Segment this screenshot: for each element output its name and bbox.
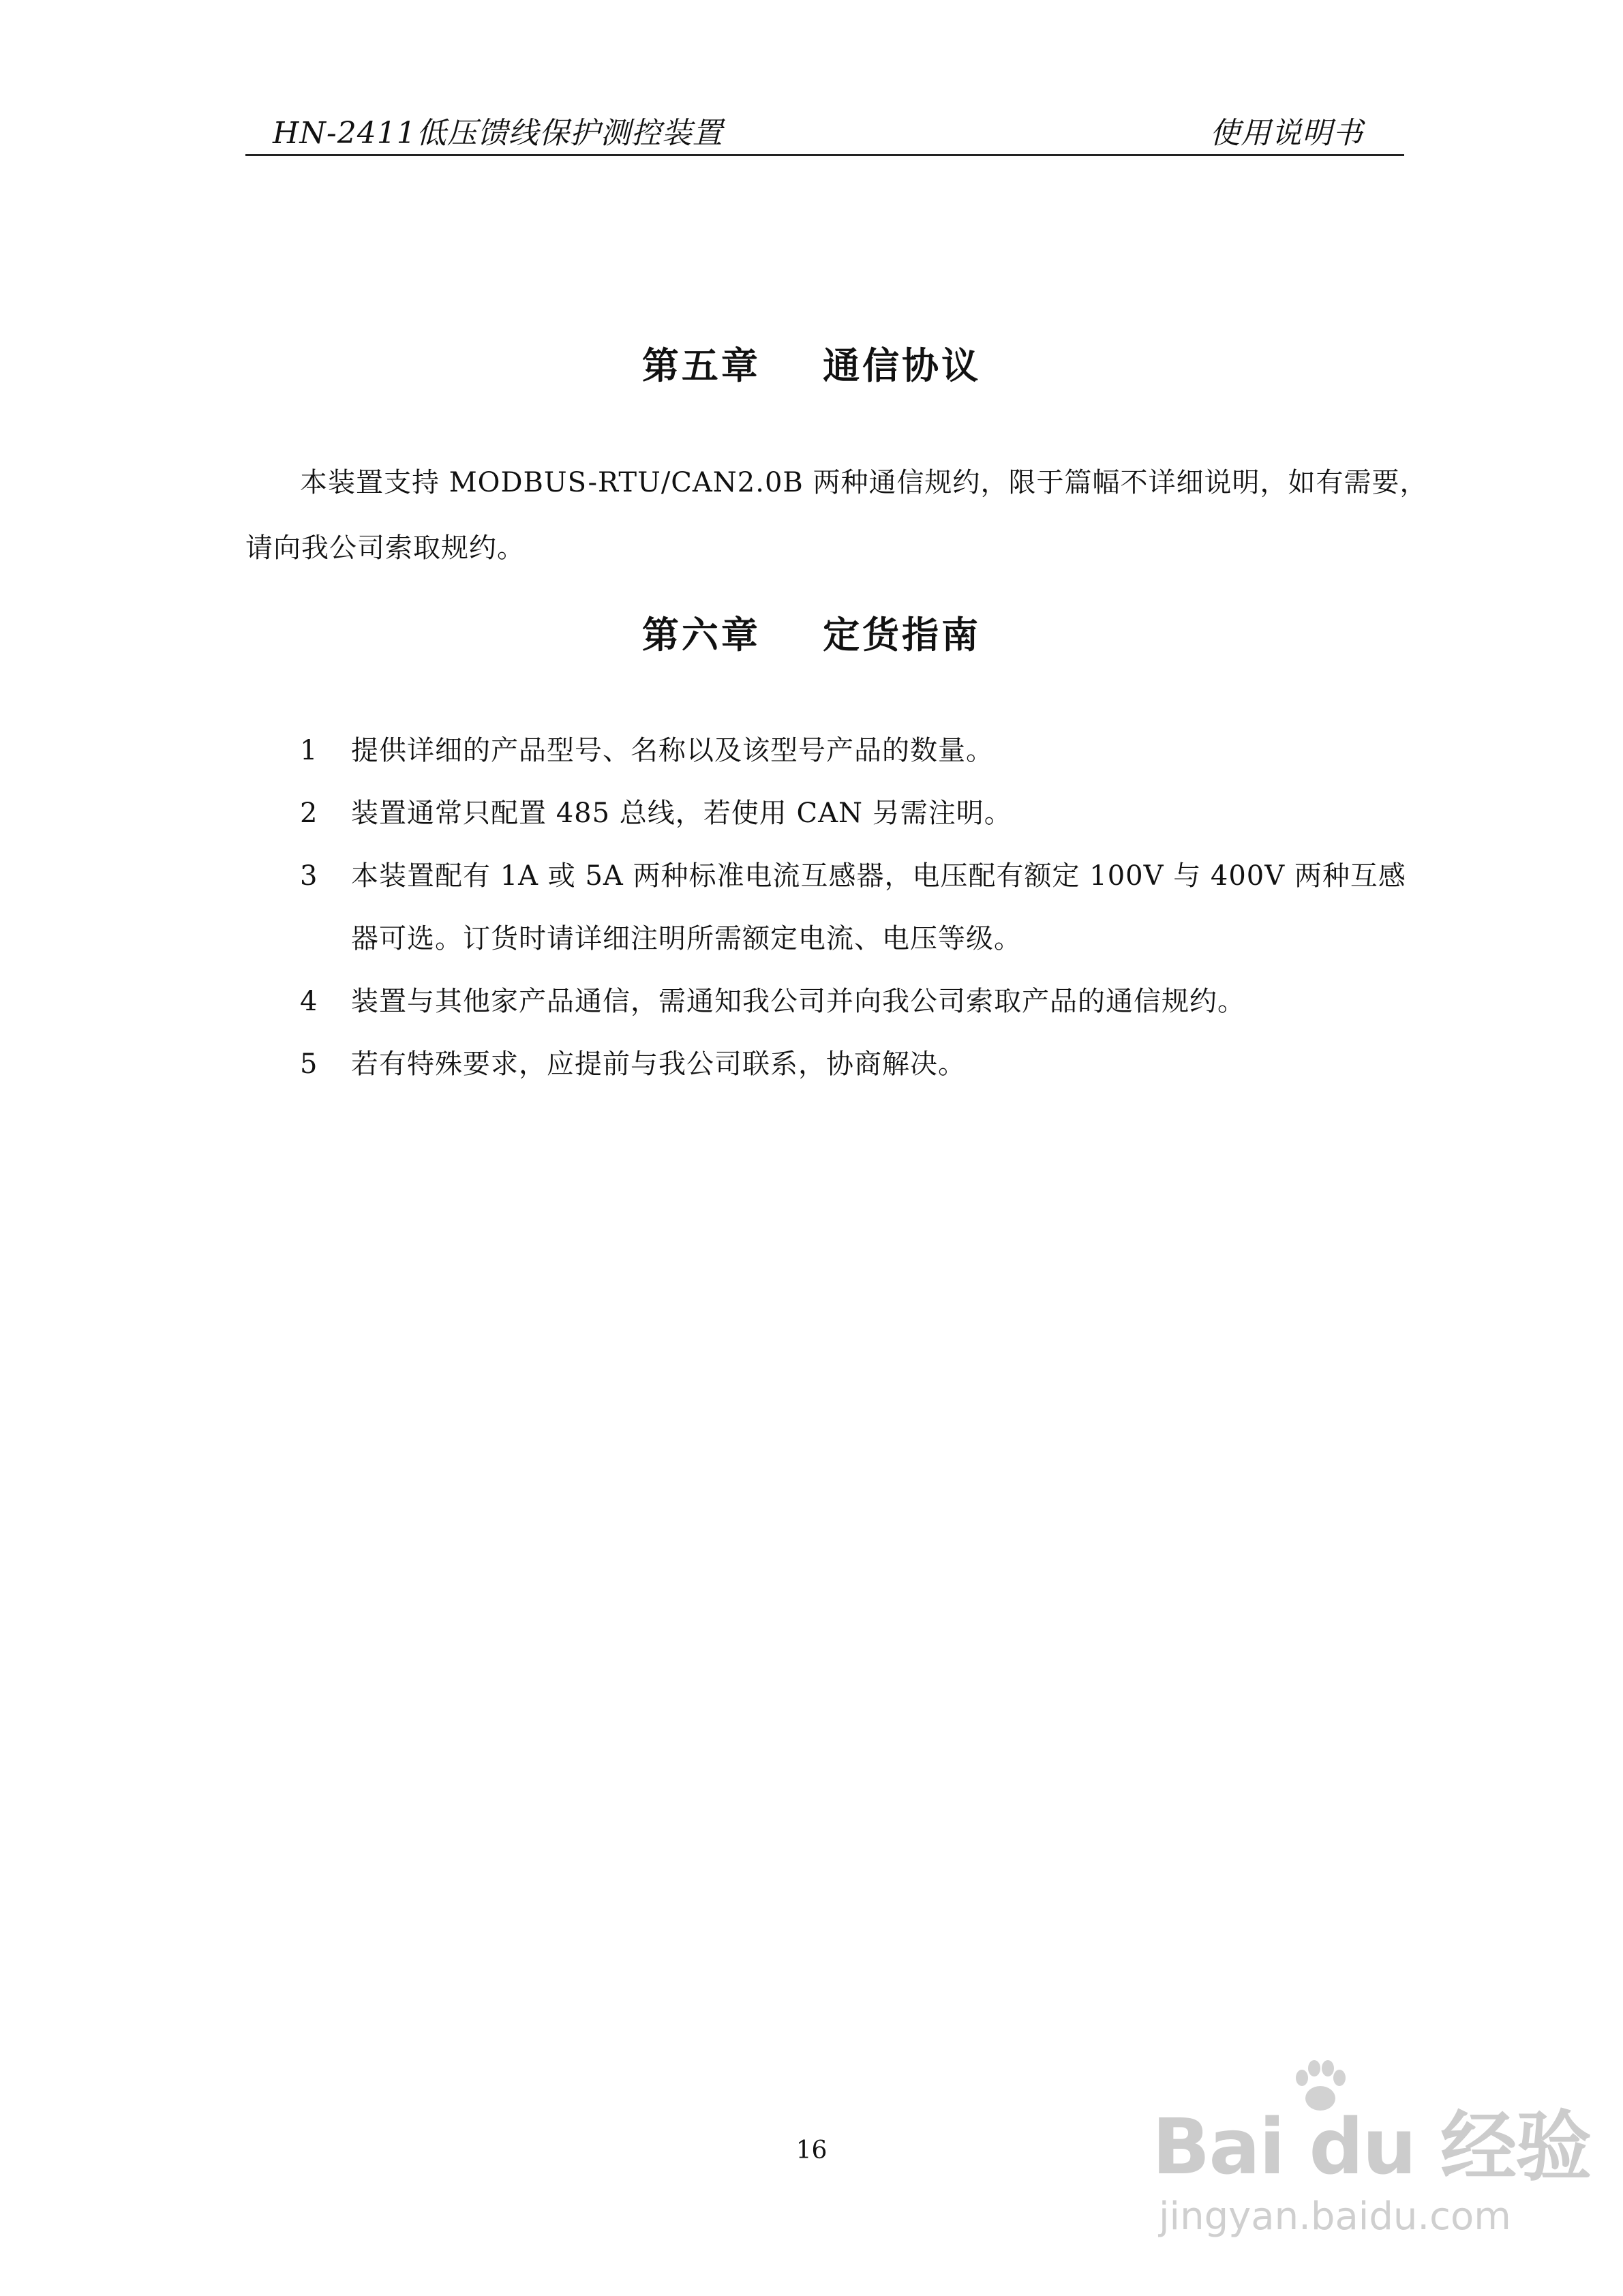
- paragraph-line-1: 本装置支持 MODBUS-RTU/CAN2.0B 两种通信规约，限于篇幅不详细说明，如有需要，: [300, 467, 1428, 498]
- ordering-guide-list: [300, 719, 1404, 1096]
- paragraph-line-2: 请向我公司索取规约。: [245, 532, 525, 564]
- header-manual-label: 使用说明书: [1210, 116, 1363, 151]
- list-item-text: 装置通常只配置 485 总线，若使用 CAN 另需注明。: [351, 798, 1012, 829]
- list-item: [300, 719, 1404, 782]
- list-item: [300, 970, 1404, 1033]
- list-item-text: 装置与其他家产品通信，需通知我公司并向我公司索取产品的通信规约。: [351, 986, 1245, 1017]
- header-document-title: HN-2411低压馈线保护测控装置: [273, 116, 723, 151]
- list-item-text: 若有特殊要求，应提前与我公司联系，协商解决。: [351, 1048, 966, 1080]
- list-item-number: 1: [300, 735, 318, 766]
- watermark-brand: Bai du 经验: [1152, 2103, 1591, 2192]
- list-item-number: 2: [300, 798, 318, 829]
- list-item-number: 4: [300, 986, 318, 1017]
- list-item: [300, 782, 1404, 845]
- chapter-5-title: 第五章 通信协议: [641, 344, 982, 387]
- list-item: [300, 845, 1404, 970]
- chapter-5-paragraph: [245, 450, 1428, 581]
- baidu-jingyan-watermark: [1152, 2059, 1591, 2263]
- page-number: 16: [795, 2136, 828, 2164]
- list-item-number: 5: [300, 1048, 318, 1080]
- list-item-number: 3: [300, 860, 318, 892]
- list-item-text-continuation: 器可选。订货时请详细注明所需额定电流、电压等级。: [351, 923, 1022, 954]
- chapter-6-title: 第六章 定货指南: [641, 614, 982, 656]
- list-item: [300, 1033, 1404, 1096]
- page-header: [245, 117, 1404, 156]
- list-item-text: 提供详细的产品型号、名称以及该型号产品的数量。: [351, 735, 994, 766]
- list-item-text: 本装置配有 1A 或 5A 两种标准电流互感器，电压配有额定 100V 与 400V 两种互感: [351, 860, 1406, 892]
- watermark-url: jingyan.baidu.com: [1159, 2194, 1511, 2239]
